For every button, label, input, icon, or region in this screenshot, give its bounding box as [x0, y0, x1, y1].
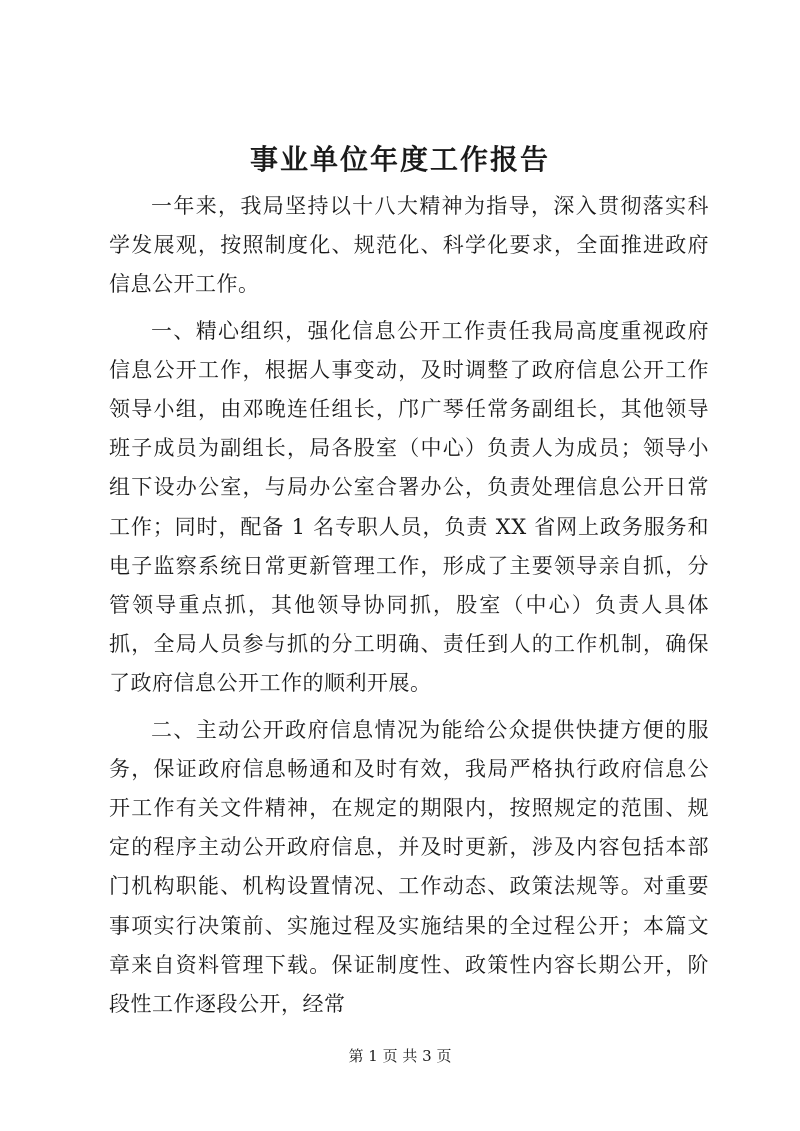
paragraph-intro: 一年来，我局坚持以十八大精神为指导，深入贯彻落实科学发展观，按照制度化、规范化、科学化要求，全面推进政府信息公开工作。 [109, 194, 709, 297]
document-title: 事业单位年度工作报告 [249, 143, 550, 176]
document-body [109, 187, 709, 1031]
page-footer: 第 1 页 共 3 页 [348, 1047, 452, 1065]
paragraph-section-two: 二、主动公开政府信息情况为能给公众提供快捷方便的服务，保证政府信息畅通和及时有效，我局严格执行政府信息公开工作有关文件精神，在规定的期限内，按照规定的范围、规定的程序主动公开政府信息，并及时更新，涉及内容包括本部门机构职能、机构设置情况、工作动态、政策法规等。对重要事项实行决策前、实施过程及实施结果的全过程公开；本篇文章来自资料管理下载。保证制度性、政策性内容长期公开，阶段性工作逐段公开，经常 [109, 717, 709, 1017]
paragraph-section-one: 一、精心组织，强化信息公开工作责任我局高度重视政府信息公开工作，根据人事变动，及时调整了政府信息公开工作领导小组，由邓晚连任组长，邝广琴任常务副组长，其他领导班子成员为副组长，局各股室（中心）负责人为成员；领导小组下设办公室，与局办公室合署办公，负责处理信息公开日常工作；同时，配备 1 名专职人员，负责 XX 省网上政务服务和电子监察系统日常更新管理工作，形成了主要领导亲自抓，分管领导重点抓，其他领导协同抓，股室（中心）负责人具体抓，全局人员参与抓的分工明确、责任到人的工作机制，确保了政府信息公开工作的顺利开展。 [109, 318, 709, 696]
